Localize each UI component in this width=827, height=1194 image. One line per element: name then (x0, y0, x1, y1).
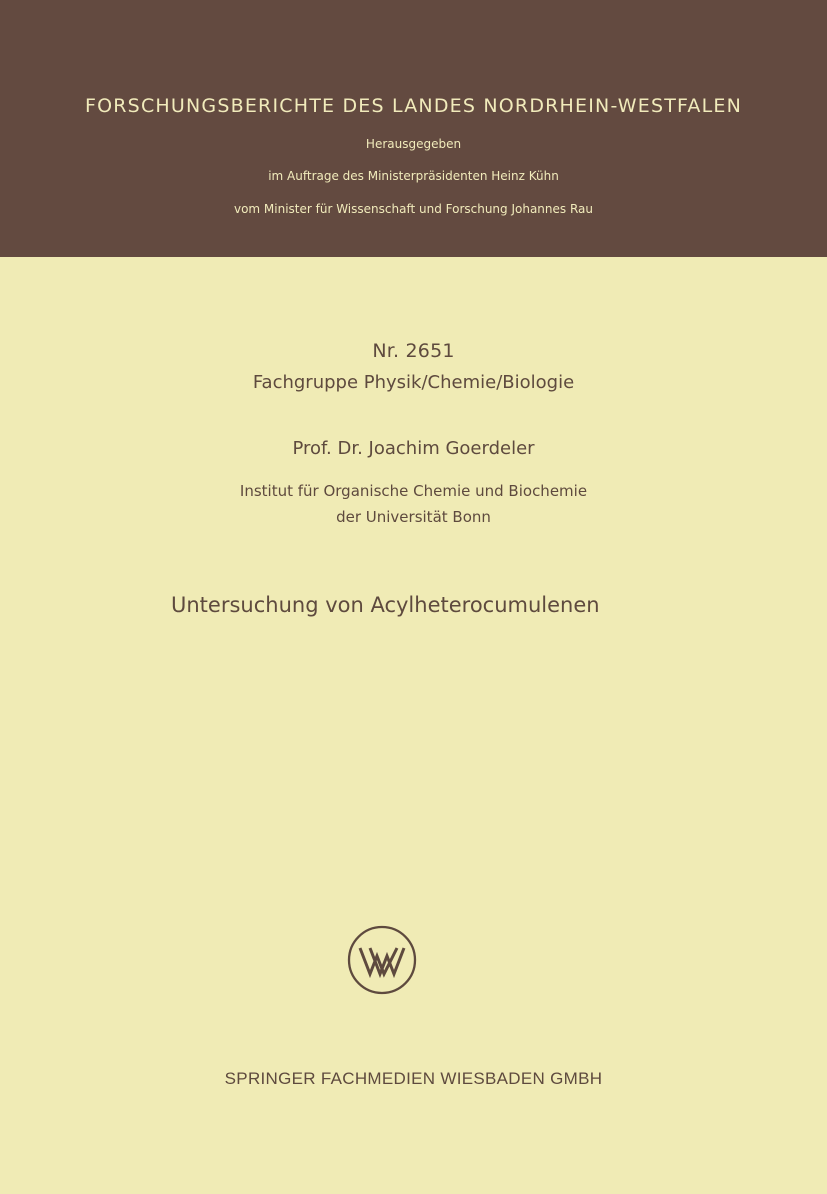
commissioned-by-text: im Auftrage des Ministerpräsidenten Heinz Kühn (268, 169, 559, 183)
subject-group: Fachgruppe Physik/Chemie/Biologie (252, 372, 575, 393)
published-by-text: Herausgegeben (365, 137, 462, 151)
institute-line-1: Institut für Organische Chemie und Biochemie (239, 482, 588, 500)
book-title: Untersuchung von Acylheterocumulenen (171, 593, 600, 617)
institute-line-2: der Universität Bonn (336, 508, 491, 526)
author-name: Prof. Dr. Joachim Goerdeler (292, 438, 535, 459)
publisher-logo-icon (346, 924, 418, 996)
header-band (0, 0, 827, 257)
minister-text: vom Minister für Wissenschaft und Forschung Johannes Rau (233, 202, 594, 216)
publisher-name: SPRINGER FACHMEDIEN WIESBADEN GMBH (224, 1069, 603, 1088)
volume-number: Nr. 2651 (372, 340, 455, 362)
series-title: FORSCHUNGSBERICHTE DES LANDES NORDRHEIN-WESTFALEN (85, 95, 742, 117)
